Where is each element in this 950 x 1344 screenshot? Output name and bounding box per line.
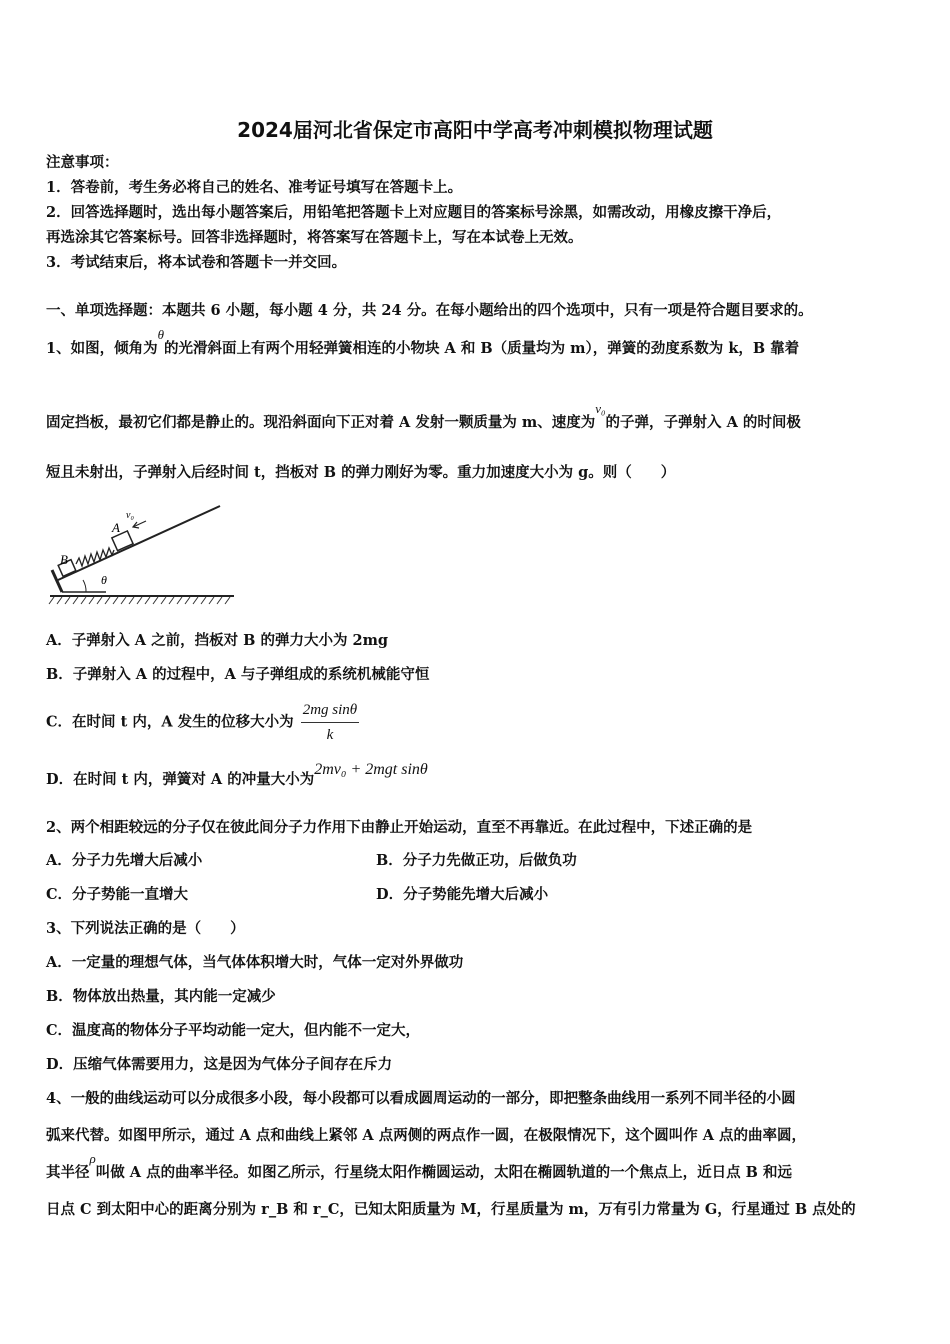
q2-option-c: C．分子势能一直增大 xyxy=(46,886,189,903)
theta-symbol: θ xyxy=(157,327,164,342)
q4-line1: 4、一般的曲线运动可以分成很多小段，每小段都可以看成圆周运动的一部分，即把整条曲线用一系列不同半径的小圆 xyxy=(46,1090,796,1107)
q3-stem: 3、下列说法正确的是（ ） xyxy=(46,920,245,937)
q1-option-a: A．子弹射入 A 之前，挡板对 B 的弹力大小为 2mg xyxy=(46,632,389,649)
v0-symbol: v₀ xyxy=(595,401,606,416)
notice-item: 再选涂其它答案标号。回答非选择题时，将答案写在答题卡上，写在本试卷上无效。 xyxy=(46,229,583,246)
page-title: 2024届河北省保定市高阳中学高考冲刺模拟物理试题 xyxy=(237,118,713,142)
fraction: $\frac{\text{2mg sinθ}}{k}$ xyxy=(302,702,358,743)
q1-stem-line2: 固定挡板，最初它们都是静止的。现沿斜面向下正对着 A 发射一颗质量为 m、速度为v₀的子弹，子弹射入 A 的时间极 xyxy=(46,401,801,431)
q1-stem-line3: 短且未射出，子弹射入后经时间 t，挡板对 B 的弹力刚好为零。重力加速度大小为 g。则（ ） xyxy=(46,464,676,481)
q4-line4: 日点 C 到太阳中心的距离分别为 r_B 和 r_C，已知太阳质量为 M，行星质量为 m，万有引力常量为 G，行星通过 B 点处的 xyxy=(46,1201,856,1218)
impulse-expression: 2mv₀ + 2mgt sinθ xyxy=(314,761,428,778)
q1-option-b: B．子弹射入 A 的过程中，A 与子弹组成的系统机械能守恒 xyxy=(46,666,430,683)
q1-stem-line1: 1、如图，倾角为θ的光滑斜面上有两个用轻弹簧相连的小物块 A 和 B（质量均为 m），弹簧的劲度系数为 k，B 靠着 xyxy=(46,327,800,357)
q1-option-d: D．在时间 t 内，弹簧对 A 的冲量大小为2mv₀ + 2mgt sinθ xyxy=(46,761,428,788)
q2-stem: 2、两个相距较远的分子仅在彼此间分子力作用下由静止开始运动，直至不再靠近。在此过程中，下述正确的是 xyxy=(46,819,753,836)
label-b: B xyxy=(60,552,68,567)
notice-item: 2．回答选择题时，选出每小题答案后，用铅笔把答题卡上对应题目的答案标号涂黑，如需改动，用橡皮擦干净后， xyxy=(46,204,782,221)
section-heading: 一、单项选择题：本题共 6 小题，每小题 4 分，共 24 分。在每小题给出的四个选项中，只有一项是符合题目要求的。 xyxy=(46,302,813,319)
incline-figure xyxy=(46,500,246,605)
notice-item: 3．考试结束后，将本试卷和答题卡一并交回。 xyxy=(46,254,347,271)
q3-option-a: A．一定量的理想气体，当气体体积增大时，气体一定对外界做功 xyxy=(46,954,464,971)
q4-line2: 弧来代替。如图甲所示，通过 A 点和曲线上紧邻 A 点两侧的两点作一圆，在极限情况下，这个圆叫作 A 点的曲率圆， xyxy=(46,1127,807,1144)
label-v0: v₀ xyxy=(126,510,134,521)
q2-option-d: D．分子势能先增大后减小 xyxy=(376,886,549,903)
label-a: A xyxy=(112,520,120,535)
notice-item: 1．答卷前，考生务必将自己的姓名、准考证号填写在答题卡上。 xyxy=(46,179,463,196)
q3-option-b: B．物体放出热量，其内能一定减少 xyxy=(46,988,276,1005)
label-theta: θ xyxy=(101,573,107,587)
rho-symbol: ρ xyxy=(89,1151,96,1166)
q2-option-a: A．分子力先增大后减小 xyxy=(46,852,203,869)
q3-option-d: D．压缩气体需要用力，这是因为气体分子间存在斥力 xyxy=(46,1056,393,1073)
q4-line3: 其半径ρ叫做 A 点的曲率半径。如图乙所示，行星绕太阳作椭圆运动，太阳在椭圆轨道的一个焦点上，近日点 B 和远 xyxy=(46,1151,792,1181)
q3-option-c: C．温度高的物体分子平均动能一定大，但内能不一定大， xyxy=(46,1022,421,1039)
notice-heading: 注意事项： xyxy=(46,154,119,171)
q2-option-b: B．分子力先做正功，后做负功 xyxy=(376,852,577,869)
q1-option-c: C．在时间 t 内，A 发生的位移大小为 $\frac{\text{2mg sinθ}}{k}$ xyxy=(46,702,358,743)
